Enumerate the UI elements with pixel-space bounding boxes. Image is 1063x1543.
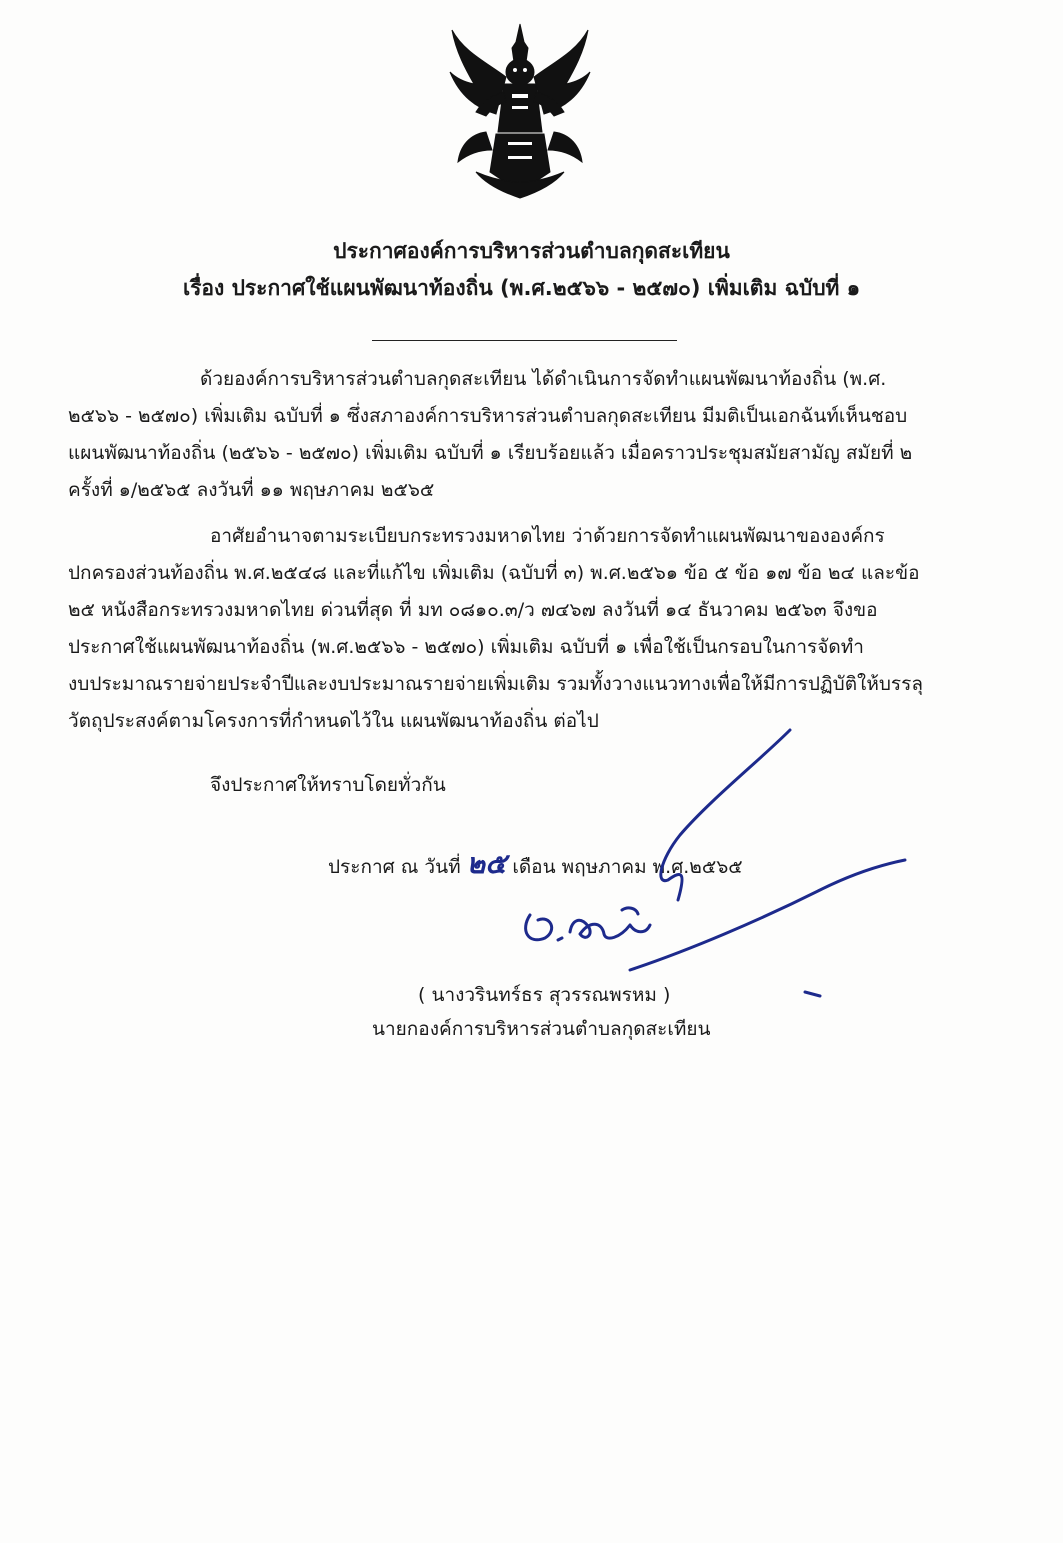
paragraph1-line2: ๒๕๖๖ - ๒๕๗๐) เพิ่มเติม ฉบับที่ ๑ ซึ่งสภาองค์การบริหารส่วนตำบลกุดสะเทียน มีมติเป็นเอกฉันท์เห็นชอบ (68, 405, 908, 427)
document-title: ประกาศองค์การบริหารส่วนตำบลกุดสะเทียน (333, 239, 730, 263)
paragraph1-line1: ด้วยองค์การบริหารส่วนตำบลกุดสะเทียน ได้ดำเนินการจัดทำแผนพัฒนาท้องถิ่น (พ.ศ. (200, 368, 887, 390)
paragraph2-line1: อาศัยอำนาจตามระเบียบกระทรวงมหาดไทย ว่าด้วยการจัดทำแผนพัฒนาขององค์กร (210, 525, 885, 547)
paragraph2-line3: ๒๕ หนังสือกระทรวงมหาดไทย ด่วนที่สุด ที่ มท ๐๘๑๐.๓/ว ๗๔๖๗ ลงวันที่ ๑๔ ธันวาคม ๒๕๖๓ จึงขอ (68, 599, 878, 621)
date-suffix: เดือน พฤษภาคม พ.ศ.๒๕๖๕ (512, 856, 743, 878)
title-divider (372, 340, 677, 341)
signer-name: ( นางวรินทร์ธร สุวรรณพรหม ) (418, 984, 671, 1006)
date-prefix: ประกาศ ณ วันที่ (328, 856, 461, 878)
document-subject: เรื่อง ประกาศใช้แผนพัฒนาท้องถิ่น (พ.ศ.๒๕๖๖ - ๒๕๗๐) เพิ่มเติม ฉบับที่ ๑ (182, 276, 861, 300)
paragraph2-line2: ปกครองส่วนท้องถิ่น พ.ศ.๒๕๔๘ และที่แก้ไข เพิ่มเติม (ฉบับที่ ๓) พ.ศ.๒๕๖๑ ข้อ ๕ ข้อ ๑๗ ข้อ ๒๔ และข้อ (68, 562, 920, 584)
signer-position: นายกองค์การบริหารส่วนตำบลกุดสะเทียน (372, 1018, 711, 1040)
handwritten-day: ๒๕ (466, 847, 507, 880)
paragraph2-line4: ประกาศใช้แผนพัฒนาท้องถิ่น (พ.ศ.๒๕๖๖ - ๒๕๗๐) เพิ่มเติม ฉบับที่ ๑ เพื่อใช้เป็นกรอบในการจัดทำ (68, 636, 864, 658)
paragraph2-line5: งบประมาณรายจ่ายประจำปีและงบประมาณรายจ่ายเพิ่มเติม รวมทั้งวางแนวทางเพื่อให้มีการปฏิบัติให้บรรลุ (68, 673, 923, 695)
announcement-line: จึงประกาศให้ทราบโดยทั่วกัน (210, 774, 446, 796)
garuda-emblem-icon (446, 22, 594, 200)
paragraph2-line6: วัตถุประสงค์ตามโครงการที่กำหนดไว้ใน แผนพัฒนาท้องถิ่น ต่อไป (68, 710, 599, 732)
paragraph1-line4: ครั้งที่ ๑/๒๕๖๕ ลงวันที่ ๑๑ พฤษภาคม ๒๕๖๕ (68, 479, 435, 501)
paragraph1-line3: แผนพัฒนาท้องถิ่น (๒๕๖๖ - ๒๕๗๐) เพิ่มเติม ฉบับที่ ๑ เรียบร้อยแล้ว เมื่อคราวประชุมสมัยสามัญ สมัยที่ ๒ (68, 442, 913, 464)
